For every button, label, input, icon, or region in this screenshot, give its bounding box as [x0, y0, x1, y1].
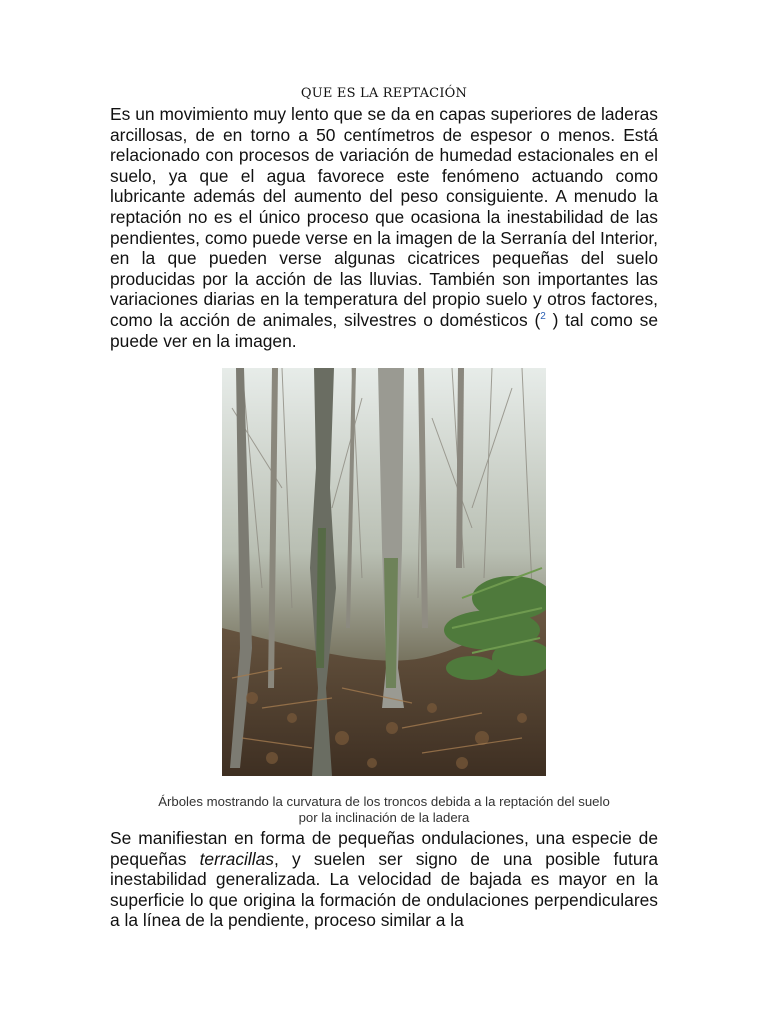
forest-slope-photo	[222, 368, 546, 776]
paragraph-intro-text: Es un movimiento muy lento que se da en capas superiores de laderas arcillosas, de en torno a 50 centímetros de espesor o menos. Está relacionado con procesos de variación de humedad estacionales en el suelo, ya que el agua favorece este fenómeno actuando como lubricante además del aumento del peso consiguiente. A menudo la reptación no es el único proceso que ocasiona la inestabilidad de las pendientes, como puede verse en la imagen de la Serranía del Interior, en la que pueden verse algunas cicatrices pequeñas del suelo producidas por la acción de las lluvias. También son importantes las variaciones diarias en la temperatura del propio suelo y otros factores, como la acción de animales, silvestres o domésticos (	[110, 104, 658, 330]
paragraph-continuation-text-end: , y suelen ser signo de una posible futura inestabilidad generalizada. La velocidad de bajada es mayor en la superficie lo que origina la formación de ondulaciones perpendiculares a la línea de la pendiente, proceso similar a la	[110, 848, 658, 931]
footnote-reference-link[interactable]: 2	[540, 311, 546, 323]
paragraph-intro-text-end: ) tal como se puede ver en la imagen.	[110, 309, 658, 351]
page-title: QUE ES LA REPTACIÓN	[300, 86, 468, 101]
caption-line-2: por la inclinación de la ladera	[298, 810, 470, 825]
paragraph-continuation	[110, 828, 658, 931]
paragraph-continuation-text: Se manifiestan en forma de pequeñas ondulaciones, una especie de pequeñas	[110, 828, 658, 869]
figure-caption	[110, 794, 658, 826]
paragraph-intro	[110, 104, 658, 351]
emphasis-term: terracillas	[199, 848, 275, 869]
caption-line-1: Árboles mostrando la curvatura de los troncos debida a la reptación del suelo	[158, 794, 610, 809]
